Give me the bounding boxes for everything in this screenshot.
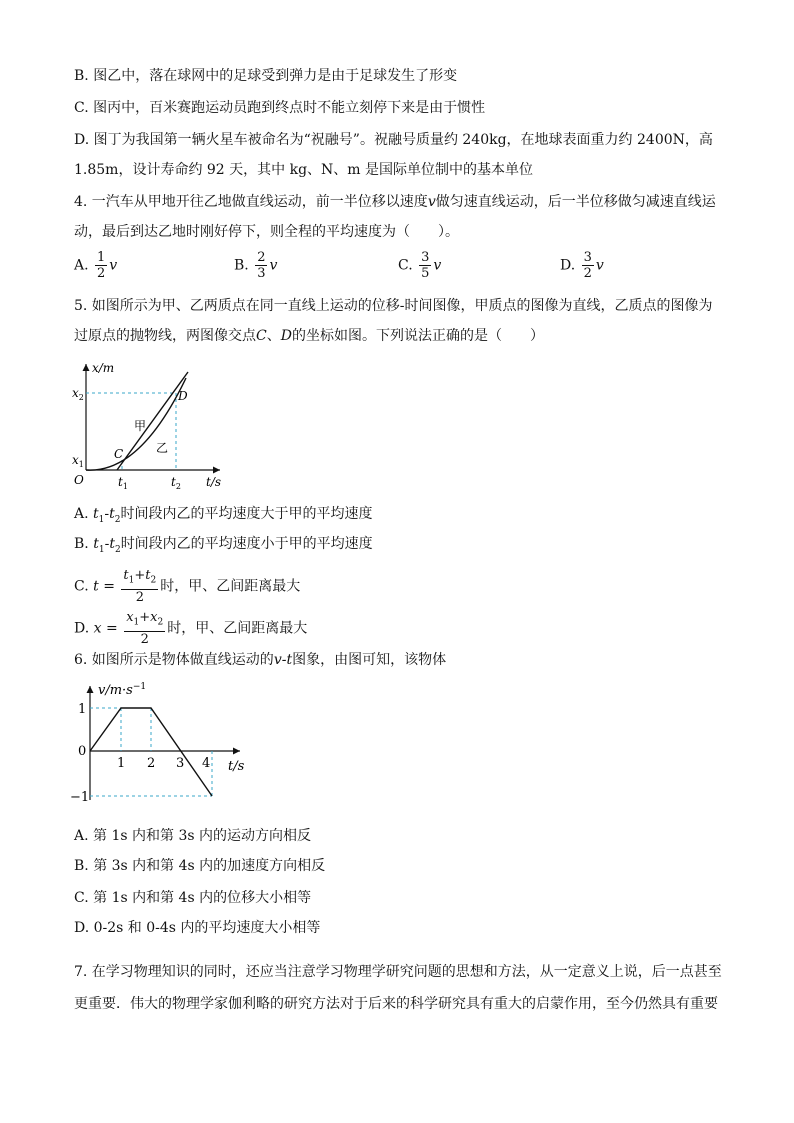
- option-d-q3-cont: 1.85m，设计寿命约 92 天，其中 kg、N、m 是国际单位制中的基本单位: [74, 162, 534, 178]
- q5-stem-line1: 5. 如图所示为甲、乙两质点在同一直线上运动的位移-时间图像，甲质点的图像为直线，乙质点的图像为: [74, 298, 713, 314]
- q6-option-c[interactable]: C. 第 1s 内和第 4s 内的位移大小相等: [74, 890, 312, 906]
- q5-option-b[interactable]: B. $t_1-t_2$时间段内乙的平均速度小于甲的平均速度: [74, 536, 373, 555]
- fraction: $\frac{x_1+x_2}{2}$: [126, 610, 164, 647]
- t1-label: $t_1$: [118, 475, 128, 491]
- x-tick-1: 1: [117, 756, 126, 771]
- q5-stem-line2: 过原点的抛物线，两图像交点C、D的坐标如图。下列说法正确的是（ ）: [74, 328, 544, 344]
- jia-label: 甲: [134, 419, 147, 433]
- q7-stem-line2: 更重要．伟大的物理学家伽利略的研究方法对于后来的科学研究具有重大的启蒙作用，至今仍然具有重要: [74, 996, 718, 1012]
- line-jia: [117, 372, 188, 470]
- q6-stem: 6. 如图所示是物体做直线运动的v-t图象，由图可知，该物体: [74, 652, 447, 668]
- q4-stem-line1: 4. 一汽车从甲地开往乙地做直线运动，前一半位移以速度v做匀速直线运动，后一半位移做匀减速直线运: [74, 194, 716, 210]
- option-b-q3: B. 图乙中，落在球网中的足球受到弹力是由于足球发生了形变: [74, 68, 458, 84]
- q4-option-a[interactable]: A. $\frac{1}{2}$ v: [74, 250, 118, 281]
- y-axis-label: x/m: [92, 361, 115, 375]
- y-tick-1: 1: [78, 702, 87, 717]
- q5-option-c[interactable]: C. t = $\frac{t_1+t_2}{2}$ 时，甲、乙间距离最大: [74, 568, 301, 605]
- x-tick-2: 2: [147, 756, 156, 771]
- x2-label: $x_2$: [72, 386, 84, 402]
- fraction: $\frac{2}{3}$: [257, 250, 266, 281]
- fraction: $\frac{3}{5}$: [421, 250, 430, 281]
- q6-option-d[interactable]: D. 0-2s 和 0-4s 内的平均速度大小相等: [74, 920, 321, 936]
- q4-option-c[interactable]: C. $\frac{3}{5}$ v: [398, 250, 442, 281]
- fraction: $\frac{t_1+t_2}{2}$: [123, 568, 157, 605]
- x1-label: $x_1$: [72, 453, 84, 469]
- point-c-label: C: [114, 447, 124, 461]
- fraction: $\frac{1}{2}$: [97, 250, 106, 281]
- position-time-graph: [70, 356, 230, 496]
- y-tick-0: 0: [78, 744, 87, 759]
- y-tick-neg1: −1: [70, 790, 90, 805]
- x-axis-label: t/s: [206, 475, 222, 489]
- origin-label: O: [74, 473, 84, 487]
- q4-stem-line2: 动，最后到达乙地时刚好停下，则全程的平均速度为（ ）。: [74, 224, 459, 240]
- x-axis-label: t/s: [228, 759, 245, 774]
- point-d-label: D: [178, 389, 188, 403]
- velocity-time-graph: [68, 678, 258, 808]
- q4-option-b[interactable]: B. $\frac{2}{3}$ v: [234, 250, 278, 281]
- option-c-q3: C. 图丙中，百米赛跑运动员跑到终点时不能立刻停下来是由于惯性: [74, 100, 486, 116]
- q6-option-b[interactable]: B. 第 3s 内和第 4s 内的加速度方向相反: [74, 858, 326, 874]
- q5-option-d[interactable]: D. x = $\frac{x_1+x_2}{2}$ 时，甲、乙间距离最大: [74, 610, 308, 647]
- yi-label: 乙: [156, 441, 169, 455]
- q4-option-d[interactable]: D. $\frac{3}{2}$ v: [560, 250, 604, 281]
- option-d-q3: D. 图丁为我国第一辆火星车被命名为“祝融号”。祝融号质量约 240kg，在地球表面重力约 2400N，高: [74, 132, 713, 148]
- t2-label: $t_2$: [171, 475, 181, 491]
- fraction: $\frac{3}{2}$: [583, 250, 592, 281]
- x-tick-3: 3: [176, 756, 185, 771]
- q7-stem-line1: 7. 在学习物理知识的同时，还应当注意学习物理学研究问题的思想和方法，从一定意义上说，后一点甚至: [74, 964, 722, 980]
- q5-option-a[interactable]: A. $t_1-t_2$时间段内乙的平均速度大于甲的平均速度: [74, 506, 373, 525]
- q6-option-a[interactable]: A. 第 1s 内和第 3s 内的运动方向相反: [74, 828, 311, 844]
- y-axis-label: $v/m\cdot s^{-1}$: [98, 682, 147, 698]
- x-tick-4: 4: [202, 756, 211, 771]
